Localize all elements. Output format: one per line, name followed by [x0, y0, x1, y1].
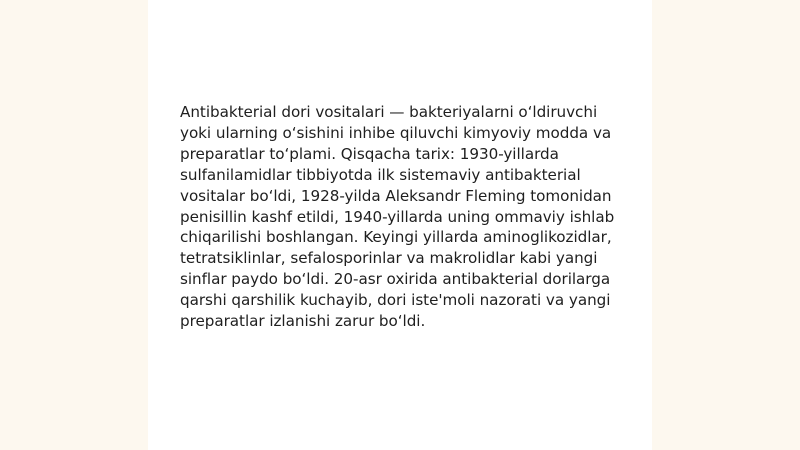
document-page — [148, 0, 652, 450]
page-backdrop-right — [652, 0, 800, 450]
body-paragraph: Antibakterial dori vositalari — bakteriyalarni o‘ldiruvchi yoki ularning o‘sishini inhibe qiluvchi kimyoviy modda va preparatlar to‘plami. Qisqacha tarix: 1930-yillarda sulfanilamidlar tibbiyotda ilk sistemaviy antibakterial vositalar bo‘ldi, 1928-yilda Aleksandr Fleming tomonidan penisillin kashf etildi, 1940-yillarda uning ommaviy ishlab chiqarilishi boshlangan. Keyingi yillarda aminoglikozidlar, tetratsiklinlar, sefalosporinlar va makrolidlar kabi yangi sinflar paydo bo‘ldi. 20-asr oxirida antibakterial dorilarga qarshi qarshilik kuchayib, dori iste'moli nazorati va yangi preparatlar izlanishi zarur bo‘ldi. — [180, 103, 615, 331]
page-backdrop-left — [0, 0, 148, 450]
